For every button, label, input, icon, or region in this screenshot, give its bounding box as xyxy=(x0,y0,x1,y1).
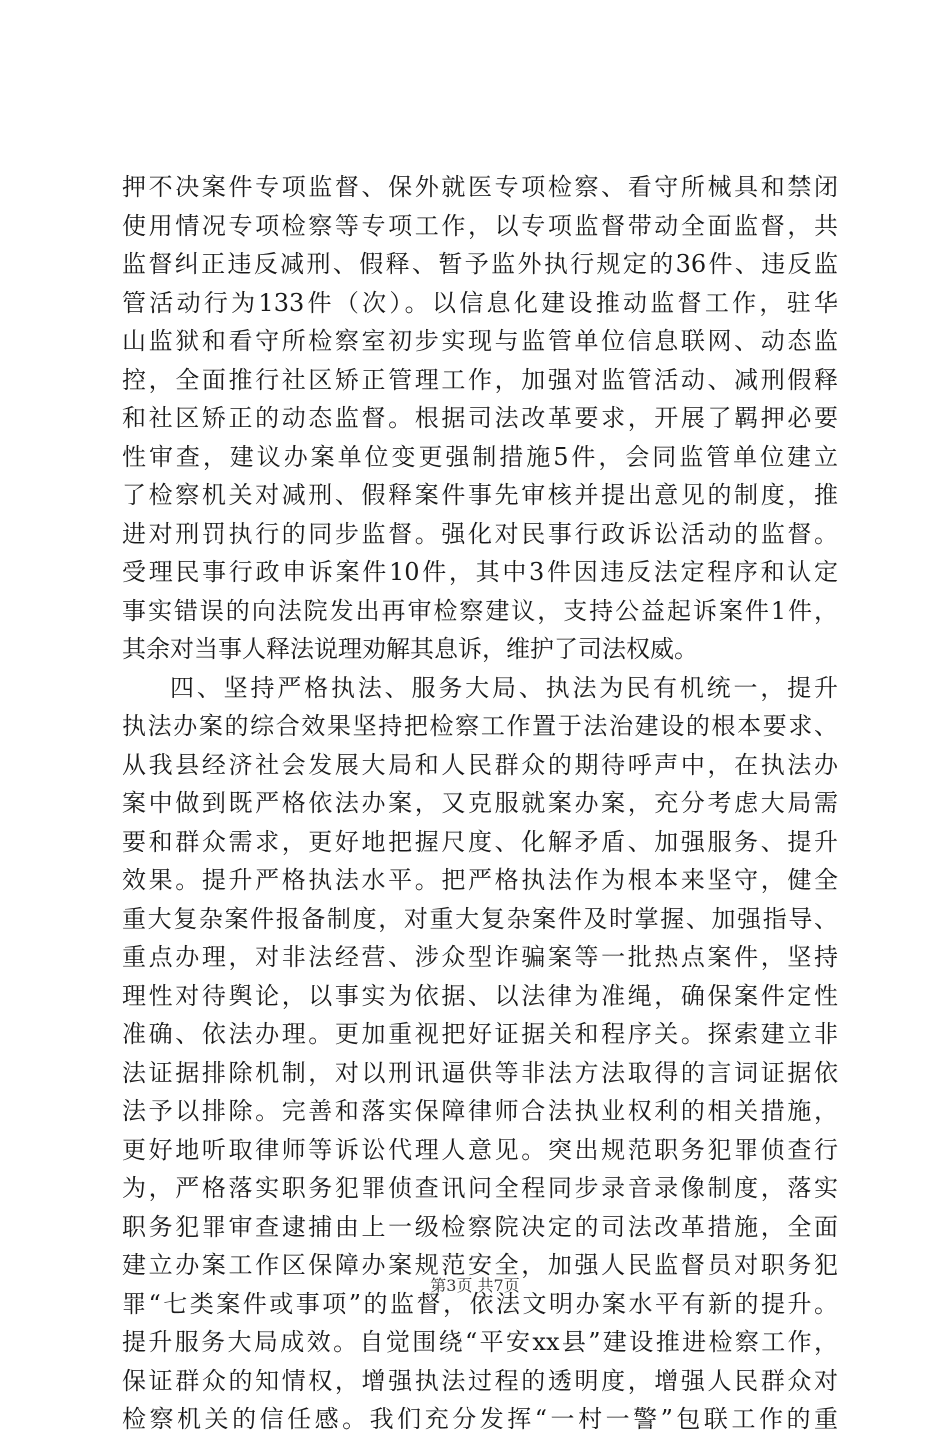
page-footer: 第3页 共7页 xyxy=(430,1276,520,1295)
text-line-6: 控，全面推行社区矫正管理工作，加强对监管活动、减刑假释 xyxy=(122,365,838,394)
body-text xyxy=(122,168,838,1439)
text-line-22: 理性对待舆论，以事实为依据、以法律为准绳，确保案件定性 xyxy=(122,981,838,1010)
text-line-28: 职务犯罪审查逮捕由上一级检察院决定的司法改革措施，全面 xyxy=(122,1212,838,1241)
text-line-11: 受理民事行政申诉案件10件，其中3件因违反法定程序和认定 xyxy=(122,558,838,586)
text-line-8: 性审查，建议办案单位变更强制措施5件，会同监管单位建立 xyxy=(122,442,838,471)
text-line-5: 山监狱和看守所检察室初步实现与监管单位信息联网、动态监 xyxy=(122,327,838,355)
text-line-31: 提升服务大局成效。自觉围绕“平安xx县”建设推进检察工作， xyxy=(122,1328,838,1356)
text-line-7: 和社区矫正的动态监督。根据司法改革要求，开展了羁押必要 xyxy=(122,404,838,432)
text-line-10: 进对刑罚执行的同步监督。强化对民事行政诉讼活动的监督。 xyxy=(122,519,838,548)
text-line-33: 检察机关的信任感。我们充分发挥“一村一警”包联工作的重 xyxy=(122,1405,838,1433)
text-line-1: 押不决案件专项监督、保外就医专项检察、看守所械具和禁闭 xyxy=(122,173,838,201)
text-line-17: 案中做到既严格依法办案，又克服就案办案，充分考虑大局需 xyxy=(122,789,838,817)
text-line-24: 法证据排除机制，对以刑讯逼供等非法方法取得的言词证据依 xyxy=(122,1058,838,1087)
text-line-27: 为，严格落实职务犯罪侦查讯问全程同步录音录像制度，落实 xyxy=(122,1174,838,1202)
text-line-18: 要和群众需求，更好地把握尺度、化解矛盾、加强服务、提升 xyxy=(122,827,838,856)
text-line-21: 重点办理，对非法经营、涉众型诈骗案等一批热点案件，坚持 xyxy=(122,943,838,971)
text-line-26: 更好地听取律师等诉讼代理人意见。突出规范职务犯罪侦查行 xyxy=(122,1135,838,1164)
text-line-2: 使用情况专项检察等专项工作，以专项监督带动全面监督，共 xyxy=(122,211,838,240)
text-line-9: 了检察机关对减刑、假释案件事先审核并提出意见的制度，推 xyxy=(122,481,838,509)
text-line-16: 从我县经济社会发展大局和人民群众的期待呼声中，在执法办 xyxy=(122,750,838,779)
text-line-3: 监督纠正违反减刑、假释、暂予监外执行规定的36件、违反监 xyxy=(122,250,838,278)
text-line-4: 管活动行为133件（次）。以信息化建设推动监督工作，驻华 xyxy=(122,288,838,317)
text-line-15: 执法办案的综合效果坚持把检察工作置于法治建设的根本要求、 xyxy=(122,712,838,740)
text-line-19: 效果。提升严格执法水平。把严格执法作为根本来坚守，健全 xyxy=(122,866,838,894)
text-line-14: 四、坚持严格执法、服务大局、执法为民有机统一，提升 xyxy=(170,673,838,702)
text-line-13: 其余对当事人释法说理劝解其息诉，维护了司法权威。 xyxy=(122,635,698,663)
text-line-30: 罪“七类案件或事项”的监督，依法文明办案水平有新的提升。 xyxy=(122,1289,838,1318)
text-line-25: 法予以排除。完善和落实保障律师合法执业权利的相关措施， xyxy=(122,1097,838,1125)
text-line-12: 事实错误的向法院发出再审检察建议，支持公益起诉案件1件， xyxy=(122,596,838,625)
text-line-20: 重大复杂案件报备制度，对重大复杂案件及时掌握、加强指导、 xyxy=(122,904,838,933)
text-line-29: 建立办案工作区保障办案规范安全，加强人民监督员对职务犯 xyxy=(122,1251,838,1279)
text-line-23: 准确、依法办理。更加重视把好证据关和程序关。探索建立非 xyxy=(122,1020,838,1048)
text-line-32: 保证群众的知情权，增强执法过程的透明度，增强人民群众对 xyxy=(122,1366,838,1395)
